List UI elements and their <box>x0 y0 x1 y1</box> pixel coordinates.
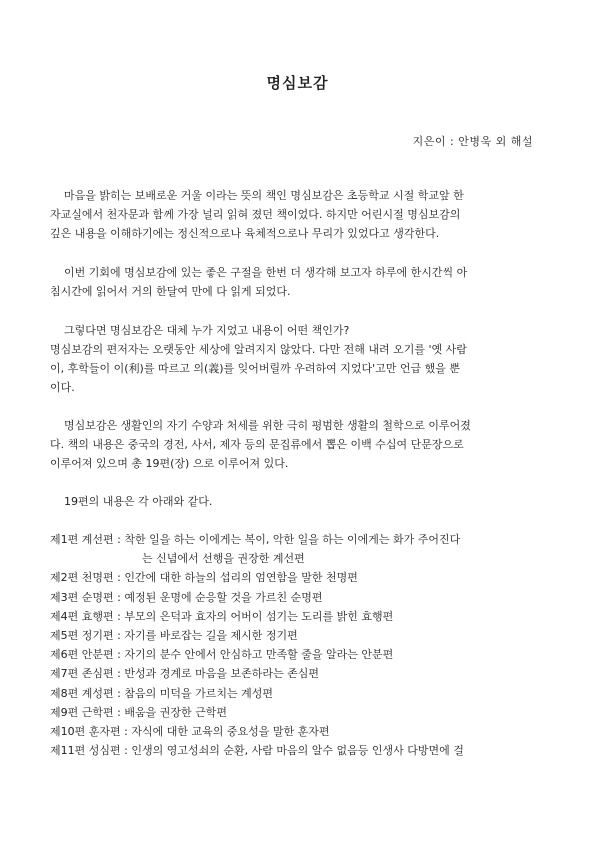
chapter-item: 제6편 안분편 : 자기의 분수 안에서 안심하고 만족할 줄을 알라는 안분편 <box>50 648 394 662</box>
chapter-item: 제7편 존심편 : 반성과 경계로 마음을 보존하라는 존심편 <box>50 667 319 681</box>
chapter-list <box>50 530 550 760</box>
paragraph-line: 명심보감의 편저자는 오랫동안 세상에 알려지지 않았다. 다만 전해 내려 오기를 '옛 사람 <box>50 343 467 356</box>
paragraph-line: 다. 책의 내용은 중국의 경전, 사서, 제자 등의 문집류에서 뽑은 이백 수십여 단문장으로 <box>50 438 464 451</box>
author-line: 지은이 : 안병욱 외 해설 <box>412 135 533 148</box>
paragraph-line: 이, 후학들이 이(利)를 따르고 의(義)를 잊어버릴까 우려하여 지었다'고만 언급 했을 뿐 <box>50 362 461 375</box>
chapter-item: 제11편 성심편 : 인생의 영고성쇠의 순환, 사람 마음의 알수 없음등 인생사 다방면에 걸 <box>50 744 464 758</box>
document-title: 명심보감 <box>266 74 329 92</box>
chapter-item: 제4편 효행편 : 부모의 은덕과 효자의 어버이 섬기는 도리를 밝힌 효행편 <box>50 609 394 623</box>
paragraph-line: 명심보감은 생활인의 자기 수양과 처세를 위한 극히 평범한 생활의 철학으로 이루어졌 <box>64 419 471 432</box>
paragraph-intro <box>50 186 545 243</box>
chapter-item-continuation: 는 신념에서 선행을 권장한 계선편 <box>142 552 305 566</box>
chapter-item: 제1편 계선편 : 착한 일을 하는 이에게는 복이, 악한 일을 하는 이에게는 화가 주어진다 <box>50 533 461 546</box>
paragraph-content <box>50 416 545 473</box>
chapter-item: 제3편 순명편 : 예정된 운명에 순응할 것을 가르친 순명편 <box>50 590 323 604</box>
paragraph-line: 이루어져 있으며 총 19편(장) 으로 이루어져 있다. <box>50 457 289 470</box>
chapter-item: 제8편 계성편 : 참음의 미덕을 가르치는 계성편 <box>50 686 273 700</box>
paragraph-line: 이번 기회에 명심보감에 있는 좋은 구절을 한번 더 생각해 보고자 하루에 한시간씩 아 <box>64 266 468 279</box>
chapter-item: 제9편 근학편 : 배움을 권장한 근학편 <box>50 705 227 719</box>
paragraph-reading <box>50 263 545 301</box>
chapter-item: 제2편 천명편 : 인간에 대한 하늘의 섭리의 엄연함을 말한 천명편 <box>50 571 358 585</box>
paragraph-line: 침시간에 읽어서 거의 한달여 만에 다 읽게 되었다. <box>50 285 291 298</box>
paragraph-line: 자교실에서 천자문과 함께 가장 널리 읽혀 졌던 책이었다. 하지만 어린시절 명심보감의 <box>50 208 461 221</box>
paragraph-author-origin <box>50 321 545 397</box>
chapter-item: 제10편 훈자편 : 자식에 대한 교육의 중요성을 말한 훈자편 <box>50 725 330 739</box>
paragraph-line: 19편의 내용은 각 아래와 같다. <box>64 495 213 508</box>
paragraph-chapter-intro <box>50 492 545 511</box>
paragraph-line: 이다. <box>50 381 75 394</box>
paragraph-line: 그렇다면 명심보감은 대체 누가 지었고 내용이 어떤 책인가? <box>64 324 350 337</box>
paragraph-line: 마음을 밝히는 보배로운 거울 이라는 뜻의 책인 명심보감은 초등학교 시절 학교앞 한 <box>64 189 464 202</box>
paragraph-line: 깊은 내용을 이해하기에는 정신적으로나 육체적으로나 무리가 있었다고 생각한다. <box>50 227 440 240</box>
chapter-item: 제5편 정기편 : 자기를 바로잡는 길을 제시한 정기편 <box>50 629 298 643</box>
